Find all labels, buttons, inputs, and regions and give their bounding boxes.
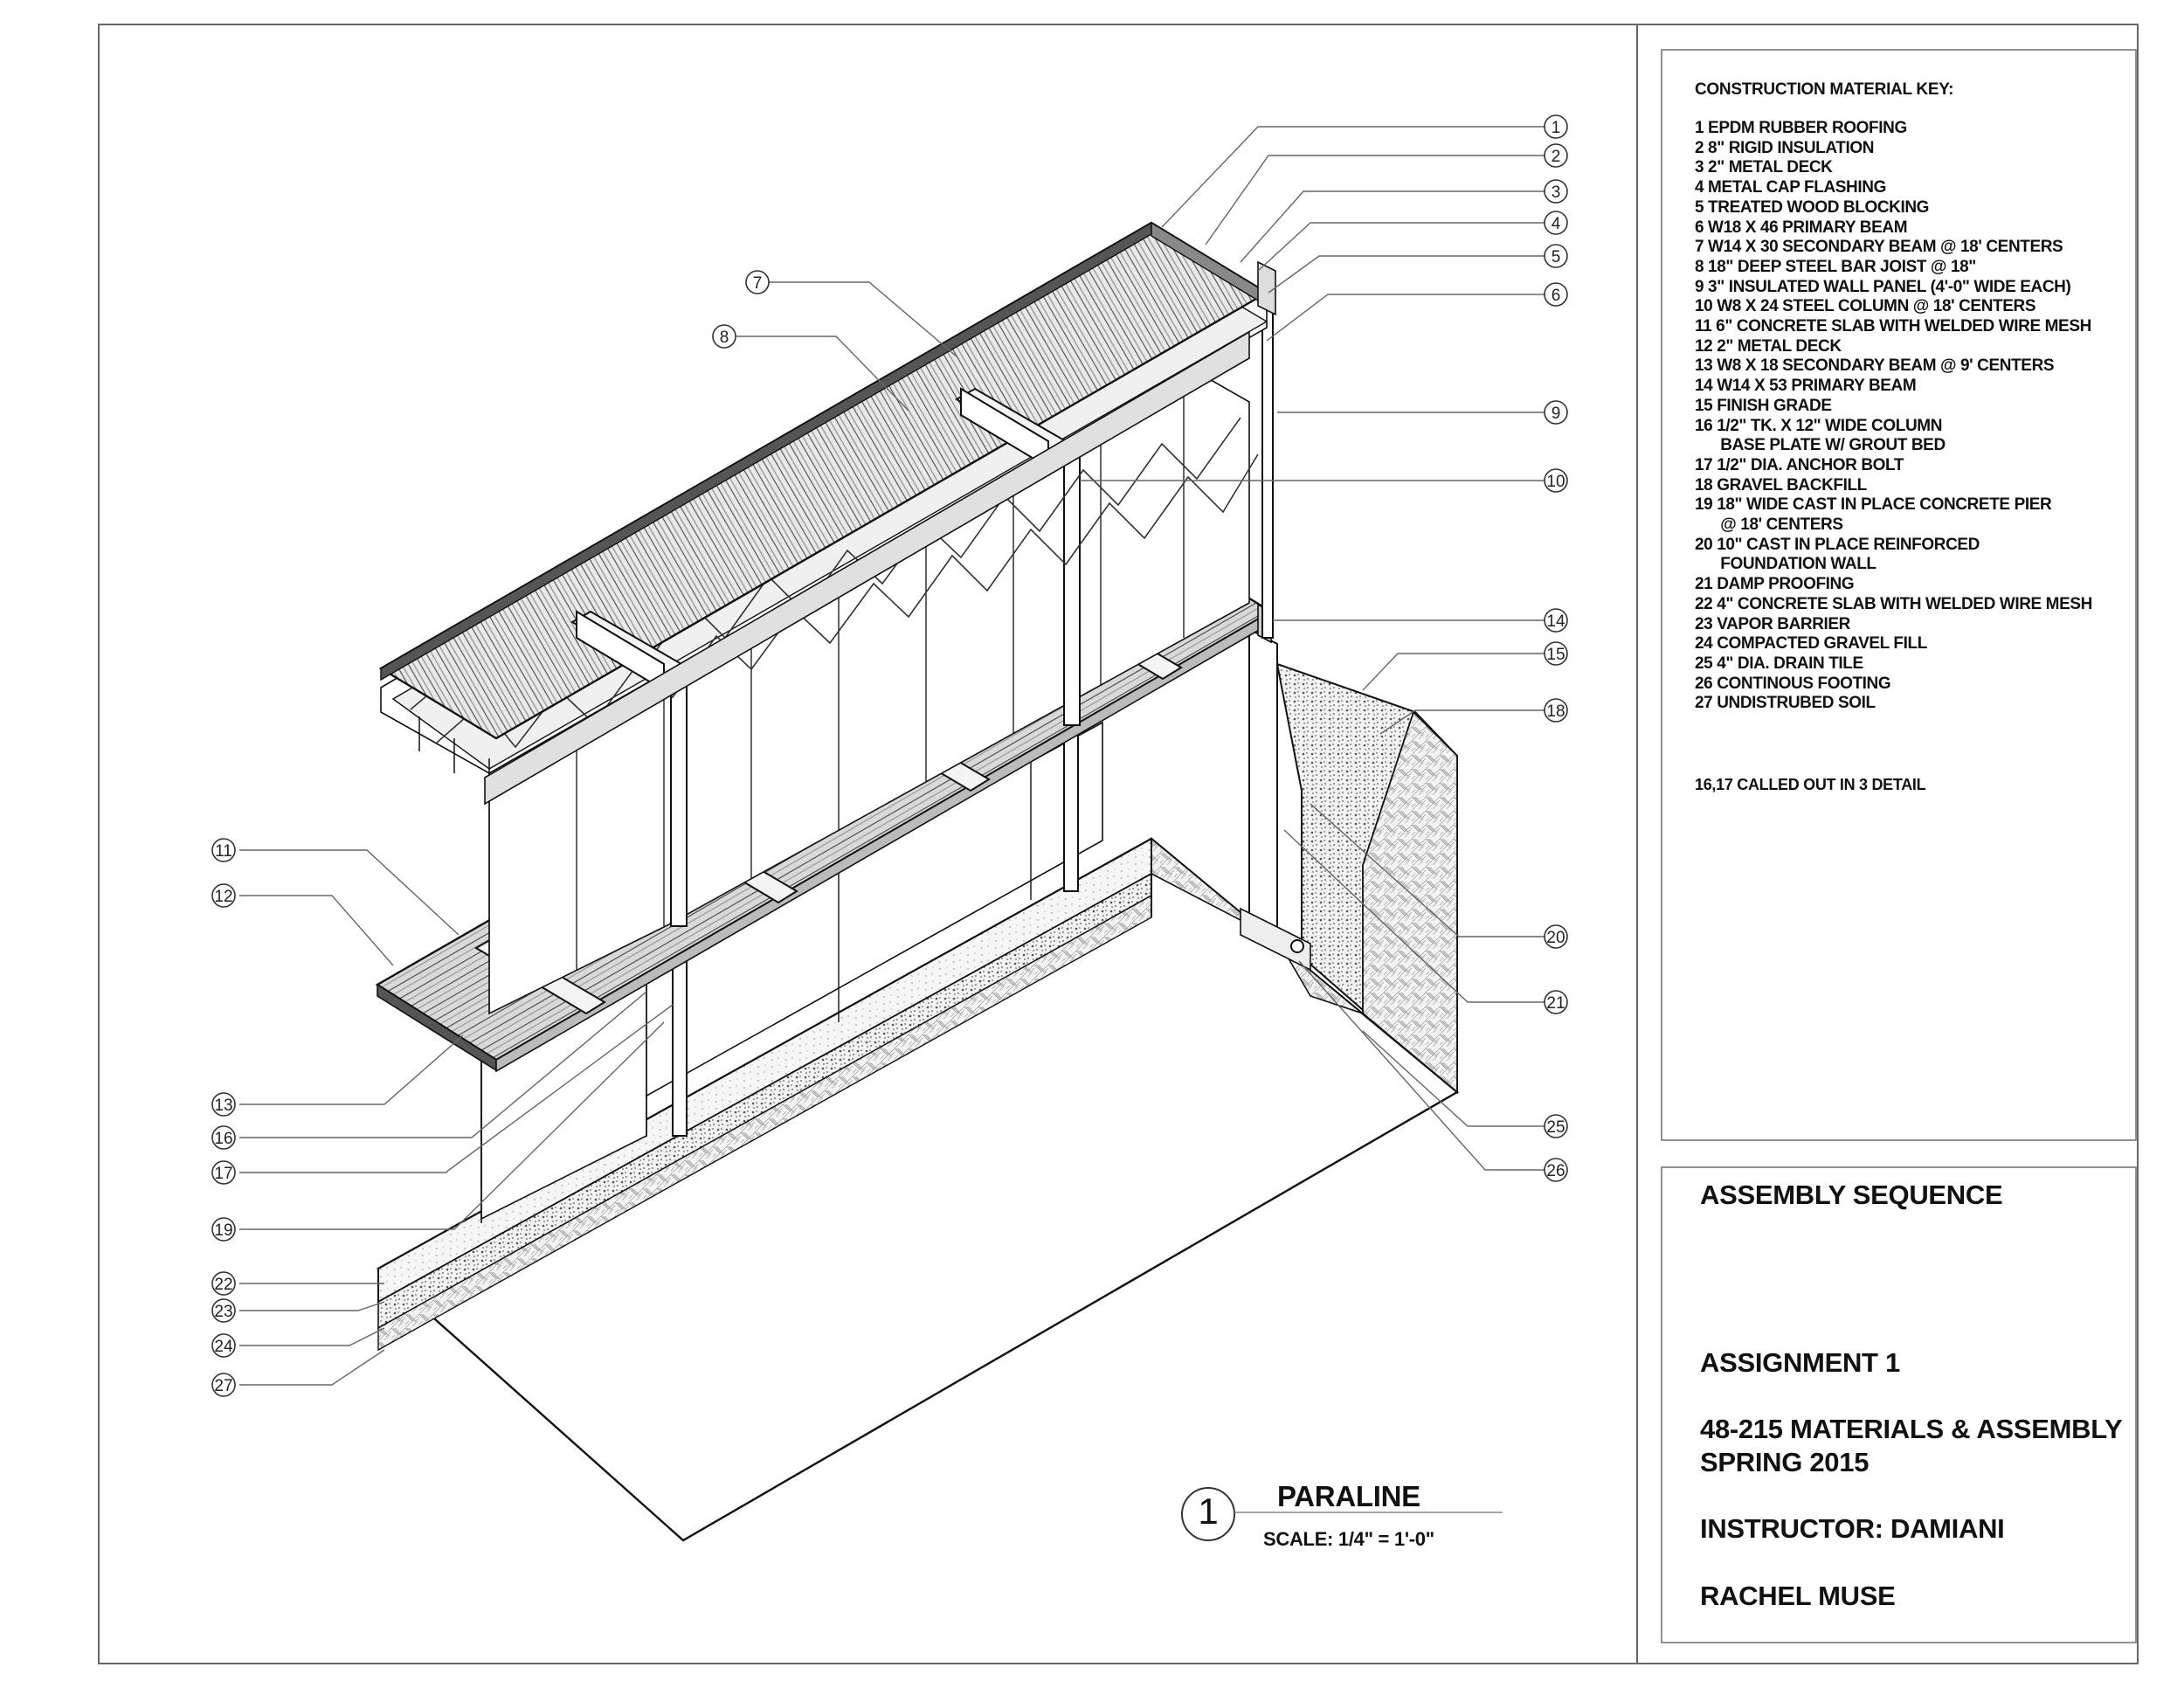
- view-title: PARALINE: [1277, 1480, 1420, 1512]
- callout-label-22: 22: [214, 1276, 233, 1294]
- callout-label-14: 14: [1546, 612, 1565, 631]
- callout-label-19: 19: [214, 1221, 233, 1240]
- callout-label-26: 26: [1546, 1162, 1565, 1180]
- callout-label-8: 8: [719, 329, 729, 347]
- callout-label-9: 9: [1551, 405, 1561, 423]
- material-key-title: CONSTRUCTION MATERIAL KEY:: [1695, 80, 1954, 99]
- material-key-item: 9 3" INSULATED WALL PANEL (4'-0" WIDE EACH): [1695, 277, 2071, 296]
- callout-label-24: 24: [214, 1338, 233, 1356]
- material-key-item: FOUNDATION WALL: [1695, 555, 1876, 574]
- callout-label-1: 1: [1551, 119, 1561, 137]
- material-key-note: 16,17 CALLED OUT IN 3 DETAIL: [1695, 776, 1926, 793]
- view-number: 1: [1198, 1491, 1219, 1532]
- view-scale: SCALE: 1/4" = 1'-0": [1263, 1528, 1434, 1550]
- material-key-item: 24 COMPACTED GRAVEL FILL: [1695, 634, 1927, 654]
- material-key-item: 27 UNDISTRUBED SOIL: [1695, 694, 1876, 713]
- callout-label-7: 7: [752, 274, 763, 293]
- material-key-item: 12 2" METAL DECK: [1695, 336, 1842, 356]
- material-key-item: 25 4" DIA. DRAIN TILE: [1695, 654, 1863, 673]
- callout-label-11: 11: [215, 842, 232, 861]
- foundation-wall-section: [1249, 629, 1277, 939]
- callout-label-23: 23: [214, 1303, 233, 1321]
- callout-label-17: 17: [214, 1165, 233, 1183]
- callout-label-16: 16: [214, 1130, 233, 1148]
- material-key-item: 13 W8 X 18 SECONDARY BEAM @ 9' CENTERS: [1695, 356, 2055, 376]
- title-block-instructor: INSTRUCTOR: DAMIANI: [1700, 1513, 2005, 1544]
- material-key-item: 20 10" CAST IN PLACE REINFORCED: [1695, 535, 1980, 554]
- material-key-item: BASE PLATE W/ GROUT BED: [1695, 436, 1946, 455]
- material-key-item: 11 6" CONCRETE SLAB WITH WELDED WIRE MESH: [1695, 317, 2091, 336]
- title-block-assignment: ASSIGNMENT 1: [1700, 1347, 1900, 1378]
- material-key-item: 6 W18 X 46 PRIMARY BEAM: [1695, 218, 1908, 237]
- callout-label-6: 6: [1551, 287, 1561, 305]
- material-key-item: 19 18" WIDE CAST IN PLACE CONCRETE PIER: [1695, 495, 2052, 515]
- material-key-item: 5 TREATED WOOD BLOCKING: [1695, 197, 1930, 217]
- callout-label-25: 25: [1546, 1118, 1565, 1137]
- callout-label-13: 13: [214, 1097, 233, 1115]
- material-key-item: 18 GRAVEL BACKFILL: [1695, 475, 1867, 495]
- material-key-list: [1695, 119, 2092, 714]
- drain-tile: [1291, 940, 1303, 952]
- material-key-item: 22 4" CONCRETE SLAB WITH WELDED WIRE MESH: [1695, 594, 2092, 613]
- material-key-item: 8 18" DEEP STEEL BAR JOIST @ 18": [1695, 257, 1976, 276]
- title-block-term: SPRING 2015: [1700, 1447, 1870, 1477]
- callout-label-18: 18: [1546, 702, 1565, 721]
- title-block-sequence: ASSEMBLY SEQUENCE: [1700, 1180, 2003, 1210]
- callout-label-10: 10: [1546, 473, 1565, 491]
- material-key-item: 17 1/2" DIA. ANCHOR BOLT: [1695, 455, 1904, 474]
- callout-label-2: 2: [1551, 148, 1561, 166]
- title-block-panel: [1662, 1167, 2136, 1643]
- material-key-item: 15 FINISH GRADE: [1695, 396, 1832, 415]
- callout-label-4: 4: [1551, 215, 1561, 233]
- material-key-item: 10 W8 X 24 STEEL COLUMN @ 18' CENTERS: [1695, 297, 2036, 316]
- callout-label-21: 21: [1546, 994, 1565, 1013]
- callout-label-5: 5: [1551, 248, 1561, 266]
- material-key-item: 16 1/2" TK. X 12" WIDE COLUMN: [1695, 416, 1943, 435]
- callout-label-3: 3: [1551, 183, 1561, 202]
- material-key-item: @ 18' CENTERS: [1695, 515, 1843, 535]
- material-key-item: 2 8" RIGID INSULATION: [1695, 138, 1875, 157]
- material-key-item: 21 DAMP PROOFING: [1695, 575, 1855, 594]
- title-block-author: RACHEL MUSE: [1700, 1581, 1896, 1611]
- title-block-course: 48-215 MATERIALS & ASSEMBLY: [1700, 1414, 2123, 1444]
- material-key-item: 3 2" METAL DECK: [1695, 158, 1833, 177]
- callout-label-15: 15: [1546, 646, 1565, 664]
- material-key-item: 1 EPDM RUBBER ROOFING: [1695, 119, 1907, 137]
- material-key-item: 23 VAPOR BARRIER: [1695, 614, 1851, 633]
- cap-flashing: [1258, 262, 1275, 315]
- material-key-item: 4 METAL CAP FLASHING: [1695, 178, 1886, 197]
- callout-label-12: 12: [214, 888, 233, 906]
- material-key-item: 14 W14 X 53 PRIMARY BEAM: [1695, 377, 1917, 396]
- callout-label-20: 20: [1546, 929, 1565, 947]
- material-key-item: 7 W14 X 30 SECONDARY BEAM @ 18' CENTERS: [1695, 238, 2063, 257]
- material-key-item: 26 CONTINOUS FOOTING: [1695, 674, 1891, 693]
- callout-label-27: 27: [214, 1377, 233, 1395]
